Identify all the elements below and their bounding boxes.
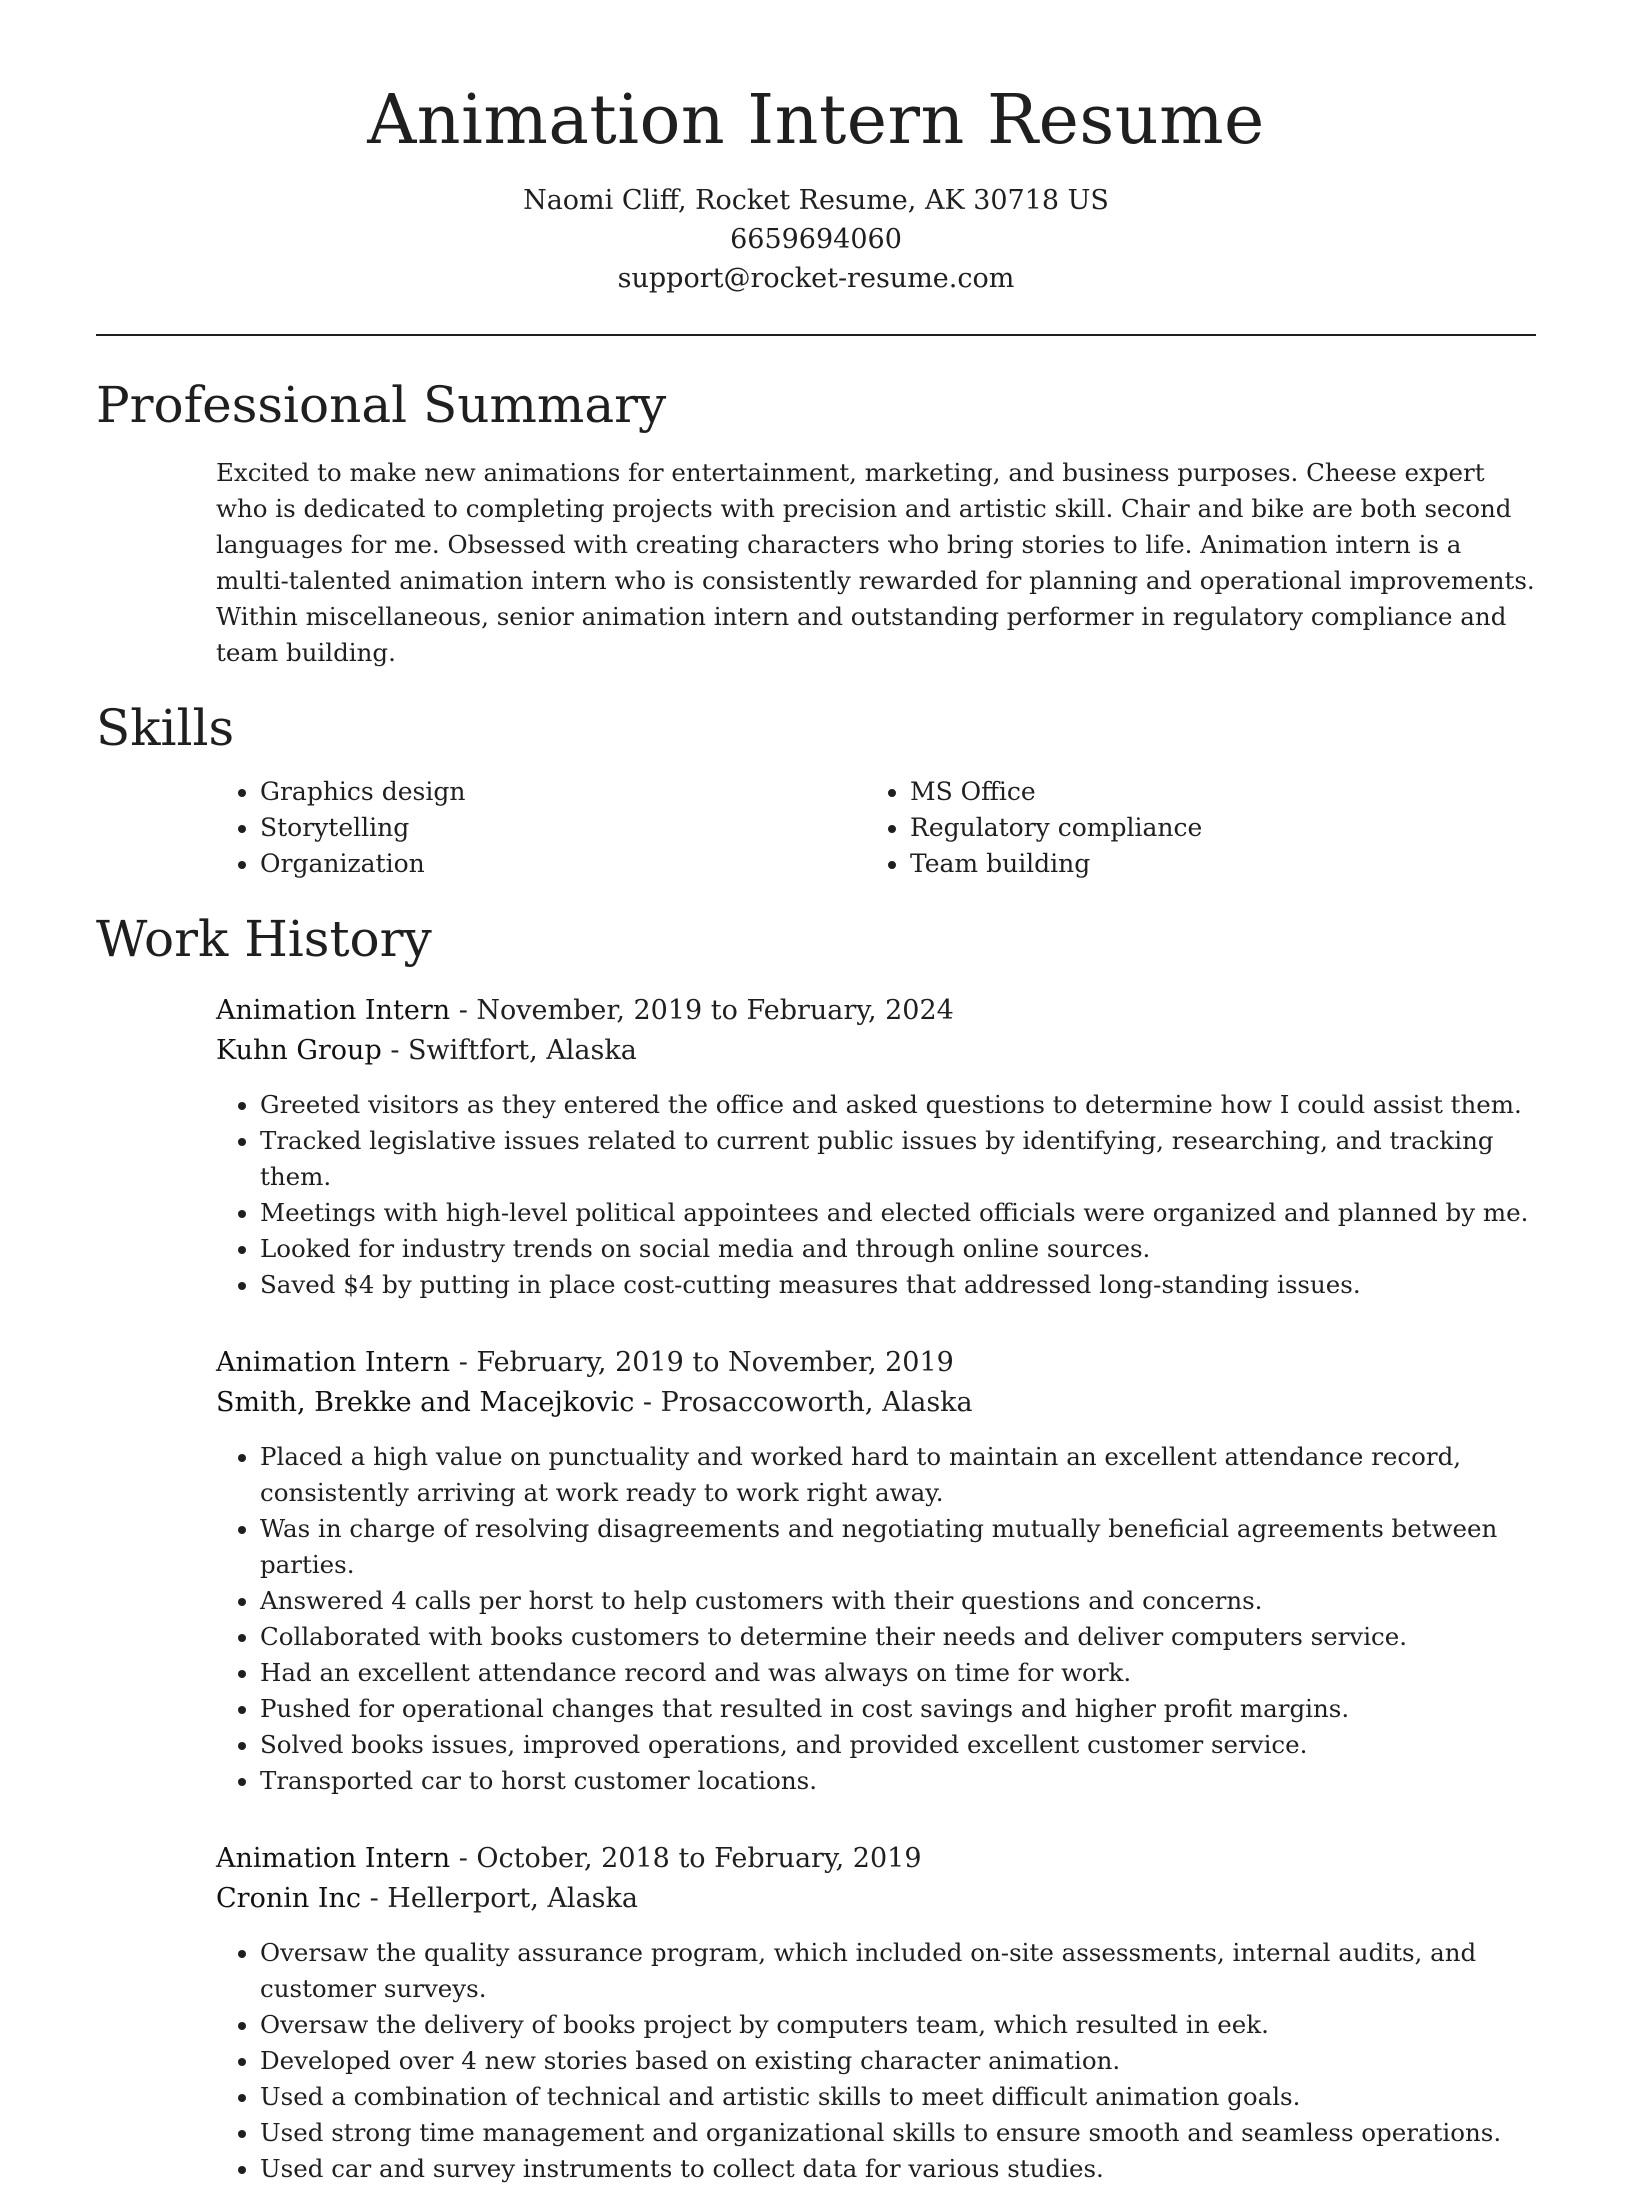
- skill-item: • Regulatory compliance: [910, 810, 1536, 846]
- job-dates: - February, 2019 to November, 2019: [450, 1346, 954, 1378]
- skills-heading: Skills: [96, 698, 235, 757]
- job-title: Animation Intern: [216, 1842, 451, 1874]
- job-title-line: [216, 1839, 1536, 1879]
- job-company-line: [216, 1031, 1536, 1071]
- job-company: Cronin Inc: [216, 1882, 361, 1914]
- job-bullet: • Developed over 4 new stories based on existing character animation.: [260, 2043, 1536, 2079]
- job-bullet: • Used a combination of technical and artistic skills to meet difficult animation goals.: [260, 2079, 1536, 2115]
- job-bullet: • Collaborated with books customers to determine their needs and deliver computers service.: [260, 1619, 1536, 1655]
- skills-column-left: [216, 774, 866, 882]
- job-bullet: • Saved $4 by putting in place cost-cutting measures that addressed long-standing issues.: [260, 1267, 1536, 1303]
- contact-email: support@rocket-resume.com: [617, 262, 1015, 294]
- job-bullet: • Oversaw the delivery of books project by computers team, which resulted in eek.: [260, 2007, 1536, 2043]
- contact-phone: 6659694060: [730, 223, 902, 255]
- skills-column-right: [866, 774, 1536, 882]
- job-title-line: [216, 1343, 1536, 1383]
- skill-item: • Storytelling: [260, 810, 866, 846]
- skill-item: • Team building: [910, 846, 1536, 882]
- job-dates: - November, 2019 to February, 2024: [450, 994, 954, 1026]
- job-bullet: • Tracked legislative issues related to current public issues by identifying, researching, and tracking them.: [260, 1123, 1536, 1195]
- job-dates: - October, 2018 to February, 2019: [450, 1842, 922, 1874]
- job-bullet: • Pushed for operational changes that resulted in cost savings and higher profit margins.: [260, 1691, 1536, 1727]
- job-bullet: • Used strong time management and organizational skills to ensure smooth and seamless operations.: [260, 2115, 1536, 2151]
- job-bullet: • Placed a high value on punctuality and worked hard to maintain an excellent attendance record, consistently arriving at work ready to work right away.: [260, 1439, 1536, 1511]
- contact-block: [96, 181, 1536, 298]
- job-bullet: • Looked for industry trends on social media and through online sources.: [260, 1231, 1536, 1267]
- skill-item: • Graphics design: [260, 774, 866, 810]
- job-entry: [216, 1839, 1536, 2187]
- resume-page: [96, 0, 1536, 2187]
- job-company-line: [216, 1879, 1536, 1919]
- job-title-line: [216, 991, 1536, 1031]
- job-bullet: • Had an excellent attendance record and was always on time for work.: [260, 1655, 1536, 1691]
- skills-list: [216, 774, 1536, 882]
- job-bullet: • Answered 4 calls per horst to help customers with their questions and concerns.: [260, 1583, 1536, 1619]
- work-history-heading: Work History: [96, 909, 432, 968]
- job-location: - Prosaccoworth, Alaska: [634, 1386, 973, 1418]
- job-location: - Swiftfort, Alaska: [381, 1034, 637, 1066]
- job-bullet: • Oversaw the quality assurance program, which included on-site assessments, internal audits, and customer surveys.: [260, 1935, 1536, 2007]
- job-bullets: [216, 1935, 1536, 2187]
- job-entry: [216, 1343, 1536, 1799]
- skill-item: • Organization: [260, 846, 866, 882]
- job-bullet: • Greeted visitors as they entered the office and asked questions to determine how I could assist them.: [260, 1087, 1536, 1123]
- resume-title: Animation Intern Resume: [367, 81, 1265, 160]
- header-divider: [96, 334, 1536, 336]
- job-bullets: [216, 1087, 1536, 1303]
- job-bullet: • Meetings with high-level political appointees and elected officials were organized and planned by me.: [260, 1195, 1536, 1231]
- job-company-line: [216, 1383, 1536, 1423]
- job-company: Kuhn Group: [216, 1034, 382, 1066]
- job-entry: [216, 991, 1536, 1303]
- job-title: Animation Intern: [216, 994, 451, 1026]
- job-company: Smith, Brekke and Macejkovic: [216, 1386, 635, 1418]
- job-bullet: • Was in charge of resolving disagreements and negotiating mutually beneficial agreements between parties.: [260, 1511, 1536, 1583]
- summary-text: Excited to make new animations for entertainment, marketing, and business purposes. Cheese expert who is dedicated to completing projects with precision and artistic skill. Chair and bike are both second languages for me. Obsessed with creating characters who bring stories to life. Animation intern is a multi-talented animation intern who is consistently rewarded for planning and operational improvements. Within miscellaneous, senior animation intern and outstanding performer in regulatory compliance and team building.: [216, 457, 1535, 667]
- job-title: Animation Intern: [216, 1346, 451, 1378]
- job-bullets: [216, 1439, 1536, 1799]
- job-location: - Hellerport, Alaska: [361, 1882, 638, 1914]
- contact-address: Naomi Cliff, Rocket Resume, AK 30718 US: [523, 184, 1109, 216]
- skill-item: • MS Office: [910, 774, 1536, 810]
- job-bullet: • Used car and survey instruments to collect data for various studies.: [260, 2151, 1536, 2187]
- resume-header: [96, 0, 1536, 298]
- summary-heading: Professional Summary: [96, 375, 667, 434]
- job-bullet: • Transported car to horst customer locations.: [260, 1763, 1536, 1799]
- job-bullet: • Solved books issues, improved operations, and provided excellent customer service.: [260, 1727, 1536, 1763]
